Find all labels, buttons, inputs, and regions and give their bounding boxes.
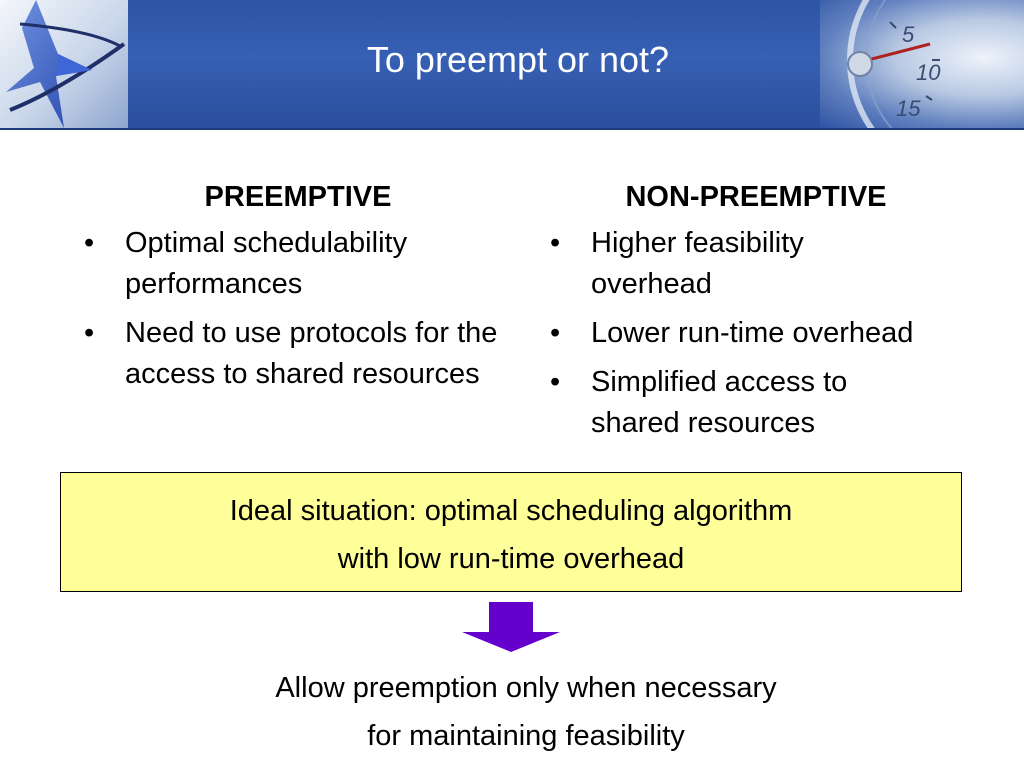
svg-text:15: 15	[896, 96, 921, 121]
conclusion-line-2: for maintaining feasibility	[367, 720, 685, 752]
slide-header	[0, 0, 1024, 130]
svg-text:10: 10	[916, 60, 941, 85]
list-item-text: Optimal schedulability performances	[125, 227, 408, 300]
preemptive-list	[82, 223, 522, 395]
list-item	[548, 362, 911, 444]
svg-text:5: 5	[902, 22, 915, 47]
list-item-text: Higher feasibility overhead	[591, 227, 804, 300]
slide-title: To preempt or not?	[366, 39, 670, 80]
ideal-situation-box	[60, 472, 962, 592]
bullet-icon: •	[84, 317, 95, 349]
ideal-line-2: with low run-time overhead	[337, 543, 685, 575]
list-item	[548, 313, 988, 354]
conclusion-line-1: Allow preemption only when necessary	[275, 672, 777, 704]
list-item	[82, 313, 522, 395]
bullet-icon: •	[550, 227, 561, 259]
preemptive-heading: PREEMPTIVE	[204, 181, 392, 213]
list-item-text: Need to use protocols for the access to shared resources	[125, 317, 498, 390]
star-logo-icon	[0, 0, 128, 128]
preemptive-column	[82, 175, 522, 403]
bullet-icon: •	[550, 366, 561, 398]
list-item-text: Lower run-time overhead	[591, 317, 914, 349]
stopwatch-icon	[820, 0, 1024, 128]
conclusion-text	[0, 664, 1024, 760]
ideal-line-1: Ideal situation: optimal scheduling algorithm	[229, 495, 793, 527]
bullet-icon: •	[84, 227, 95, 259]
list-item	[82, 223, 522, 305]
list-item	[548, 223, 891, 305]
non-preemptive-list	[548, 223, 988, 444]
non-preemptive-heading: NON-PREEMPTIVE	[625, 181, 887, 213]
list-item-text: Simplified access to shared resources	[591, 366, 848, 439]
bullet-icon: •	[550, 317, 561, 349]
non-preemptive-column	[548, 175, 988, 452]
down-arrow-icon	[462, 602, 560, 652]
